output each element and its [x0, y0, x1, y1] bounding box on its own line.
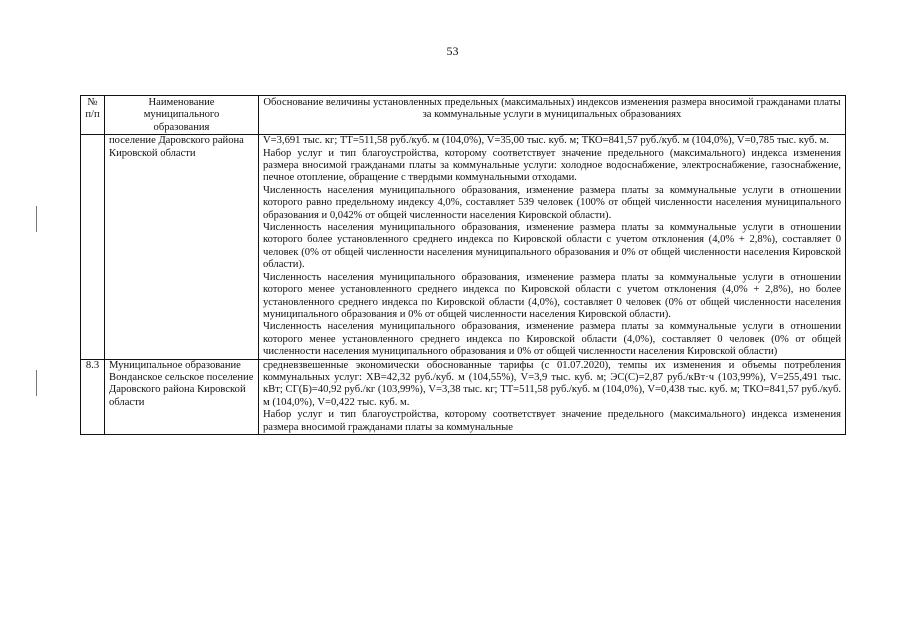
- justification-paragraph: Численность населения муниципального образования, изменение размера платы за коммунальные услуги в отношении которого менее установленного среднего индекса по Кировской области (4,0%), составляет 0 человек (0% от общей численности населения муниципального образования и 0% от общей численности населения Кировской области): [263, 321, 841, 358]
- row-justification: [259, 359, 846, 434]
- tariff-justification-table: [80, 95, 846, 435]
- table-header-row: [81, 96, 846, 135]
- margin-mark-bottom: [36, 370, 37, 396]
- header-desc: Обоснование величины установленных предельных (максимальных) индексов изменения размера вносимой гражданами платы за коммунальные услуги в муниципальных образованиях: [259, 96, 846, 135]
- row-num: [81, 135, 105, 359]
- header-num: № п/п: [81, 96, 105, 135]
- row-municipality-name: Муниципальное образование Вонданское сельское поселение Даровского района Кировской области: [105, 359, 259, 434]
- row-num: 8.3: [81, 359, 105, 434]
- justification-paragraph: Численность населения муниципального образования, изменение размера платы за коммунальные услуги в отношении которого равно предельному индексу 4,0%, составляет 539 человек (100% от общей численности населения муниципального образования и 0,042% от общей численности населения Кировской области).: [263, 184, 841, 221]
- margin-mark-top: [36, 206, 37, 232]
- table-row: [81, 135, 846, 359]
- justification-paragraph: Численность населения муниципального образования, изменение размера платы за коммунальные услуги в отношении которого менее установленного среднего индекса по Кировской области с учетом отклонения (4,0% + 2,8%), но более установленного среднего индекса по Кировской области (4,0%), составляет 0 человек (0% от общей численности населения муниципального образования и 0% от общей численности населения Кировской области).: [263, 271, 841, 320]
- justification-paragraph: средневзвешенные экономически обоснованные тарифы (с 01.07.2020), темпы их изменения и объемы потребления коммунальных услуг: ХВ=42,32 руб./куб. м (104,55%), V=3,9 тыс. куб. м; ЭС(С)=2,87 руб./кВт·ч (103,99%), V=255,491 тыс. кВт; СГ(Б)=40,92 руб./кг (103,99%), V=3,38 тыс. кг; ТТ=511,58 руб./куб. м (104,0%), V=0,438 тыс. куб. м; ТКО=841,57 руб./куб. м (104,0%), V=0,422 тыс. куб. м.: [263, 359, 841, 408]
- table-row: [81, 359, 846, 434]
- row-justification: [259, 135, 846, 359]
- row-municipality-name: поселение Даровского района Кировской области: [105, 135, 259, 359]
- justification-paragraph: V=3,691 тыс. кг; ТТ=511,58 руб./куб. м (104,0%), V=35,00 тыс. куб. м; ТКО=841,57 руб./куб. м (104,0%), V=0,785 тыс. куб. м.: [263, 135, 829, 147]
- justification-paragraph: Набор услуг и тип благоустройства, которому соответствует значение предельного (максимального) индекса изменения размера вносимой гражданами платы за коммунальные: [263, 409, 841, 433]
- header-name: Наименование муниципального образования: [105, 96, 259, 135]
- justification-paragraph: Набор услуг и тип благоустройства, которому соответствует значение предельного (максимального) индекса изменения размера вносимой гражданами платы за коммунальные услуги: холодное водоснабжение, электроснабжение, газоснабжение, печное отопление, обращение с твердыми коммунальными отходами.: [263, 147, 841, 184]
- justification-paragraph: Численность населения муниципального образования, изменение размера платы за коммунальные услуги в отношении которого более установленного среднего индекса по Кировской области с учетом отклонения (4,0% + 2,8%), составляет 0 человек (0% от общей численности населения муниципального образования и 0% от общей численности населения Кировской области).: [263, 222, 841, 271]
- page-number: 53: [446, 44, 459, 58]
